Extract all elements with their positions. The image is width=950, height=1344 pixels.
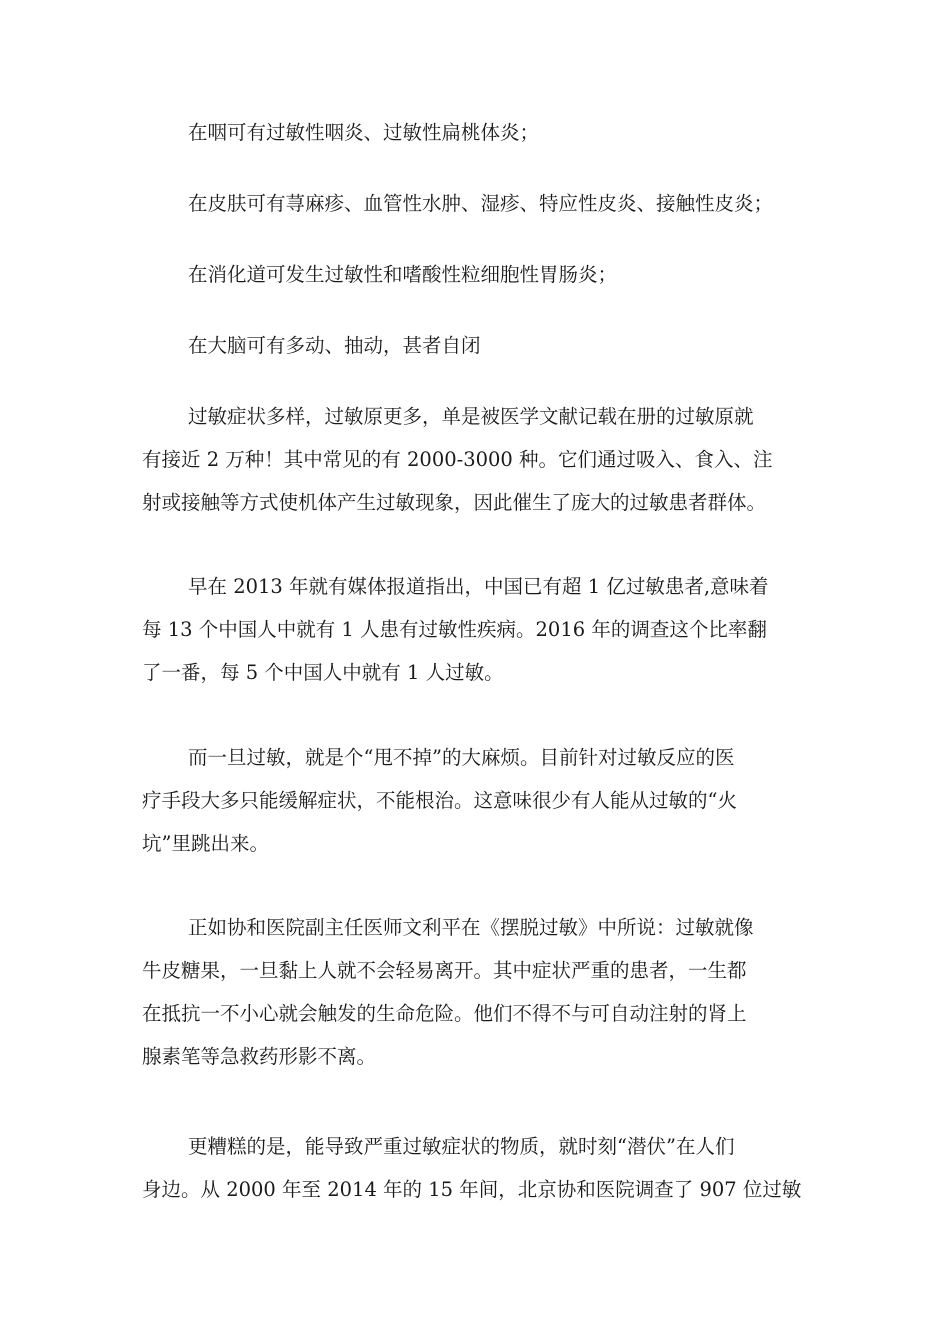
paragraph-line: 早在 2013 年就有媒体报道指出，中国已有超 1 亿过敏患者,意味着 — [188, 575, 769, 598]
paragraph-line: 在咽可有过敏性咽炎、过敏性扁桃体炎； — [188, 121, 540, 144]
paragraph-line: 有接近 2 万种！其中常见的有 2000-3000 种。它们通过吸入、食入、注 — [142, 448, 773, 471]
paragraph-brain — [142, 324, 810, 367]
paragraph-line: 牛皮糖果，一旦黏上人就不会轻易离开。其中症状严重的患者，一生都 — [142, 959, 747, 982]
paragraph-line: 在抵抗一不小心就会触发的生命危险。他们不得不与可自动注射的肾上 — [142, 1002, 747, 1025]
paragraph-digestive — [142, 253, 810, 296]
paragraph-allergens — [142, 395, 810, 524]
paragraph-throat — [142, 111, 810, 154]
paragraph-line: 每 13 个中国人中就有 1 人患有过敏性疾病。2016 年的调查这个比率翻 — [142, 618, 767, 641]
paragraph-line: 了一番，每 5 个中国人中就有 1 人过敏。 — [142, 661, 504, 684]
paragraph-line: 疗手段大多只能缓解症状，不能根治。这意味很少有人能从过敏的“火 — [142, 789, 737, 812]
paragraph-line: 坑”里跳出来。 — [142, 832, 269, 855]
paragraph-line: 身边。从 2000 年至 2014 年的 15 年间，北京协和医院调查了 907 位过敏 — [142, 1178, 802, 1201]
paragraph-line: 在消化道可发生过敏性和嗜酸性粒细胞性胃肠炎； — [188, 263, 618, 286]
paragraph-line: 腺素笔等急救药形影不离。 — [142, 1045, 377, 1068]
paragraph-lurking — [142, 1125, 810, 1211]
paragraph-line: 过敏症状多样，过敏原更多，单是被医学文献记载在册的过敏原就 — [188, 405, 754, 428]
paragraph-line: 射或接触等方式使机体产生过敏现象，因此催生了庞大的过敏患者群体。 — [142, 491, 767, 514]
paragraph-line: 更糟糕的是，能导致严重过敏症状的物质，就时刻“潜伏”在人们 — [188, 1135, 735, 1158]
paragraph-statistics — [142, 565, 810, 694]
paragraph-line: 正如协和医院副主任医师文利平在《摆脱过敏》中所说：过敏就像 — [188, 916, 754, 939]
paragraph-line: 在大脑可有多动、抽动，甚者自闭 — [188, 334, 481, 357]
paragraph-skin — [142, 182, 810, 225]
paragraph-line: 而一旦过敏，就是个“甩不掉”的大麻烦。目前针对过敏反应的医 — [188, 746, 735, 769]
paragraph-quote — [142, 906, 810, 1078]
paragraph-treatment — [142, 736, 810, 865]
paragraph-line: 在皮肤可有荨麻疹、血管性水肿、湿疹、特应性皮炎、接触性皮炎； — [188, 192, 774, 215]
